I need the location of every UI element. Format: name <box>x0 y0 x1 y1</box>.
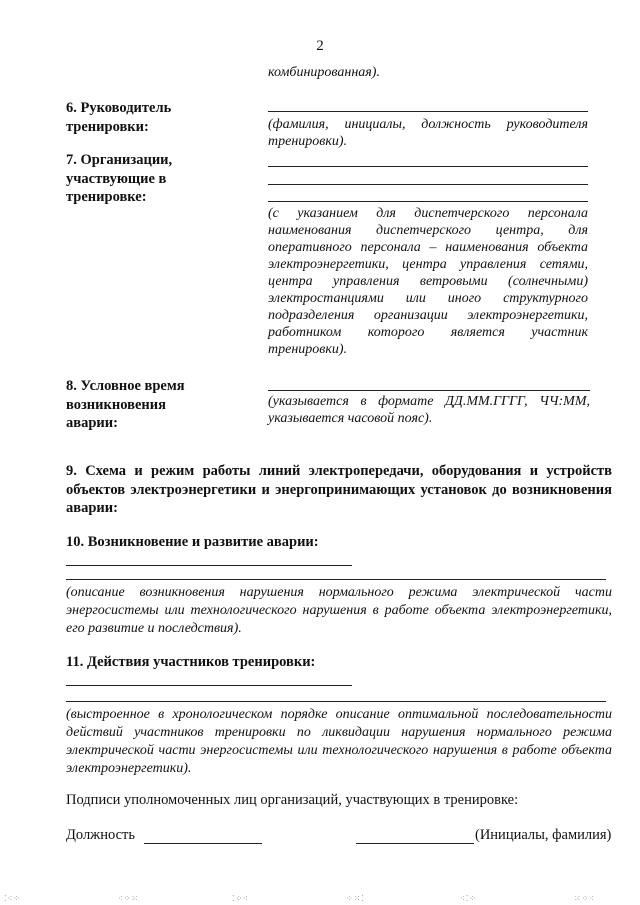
section-10-fill-line-1 <box>66 565 352 566</box>
page-number: 2 <box>316 38 324 54</box>
scan-artifact: ⁙⁘⁖ <box>574 894 596 903</box>
section-7-fill-line-2 <box>268 184 588 185</box>
section-8-hint: (указывается в формате ДД.ММ.ГГГГ, ЧЧ:ММ, указывается часовой пояс). <box>268 394 590 426</box>
scan-artifact: ⁚⁖⁘ <box>4 894 21 903</box>
section-11-heading: 11. Действия участников тренировки: <box>66 654 316 670</box>
position-signature-line <box>144 843 262 844</box>
signatures-intro: Подписи уполномоченных лиц организаций, участвующих в тренировке: <box>66 792 519 808</box>
initials-label: (Инициалы, фамилия) <box>475 827 612 843</box>
section-10-heading: 10. Возникновение и развитие аварии: <box>66 534 319 550</box>
section-11-fill-line-2 <box>66 701 606 702</box>
continuation-text: комбинированная). <box>268 65 380 80</box>
section-7-fill-line-3 <box>268 201 588 202</box>
section-10-hint: (описание возникновения нарушения нормального режима электрической части энергосистемы или технологического нарушения в работе объекта электроэнергетики, его развитие и последствия). <box>66 585 612 636</box>
scan-artifact: ⁘⁙⁚ <box>346 894 365 903</box>
scan-artifact: ⁚⁘⁖ <box>232 894 249 903</box>
section-6-hint: (фамилия, инициалы, должность руководителя тренировки). <box>268 117 588 149</box>
section-7-label: 7. Организации, участвующие в тренировке: <box>66 152 173 205</box>
section-11-hint: (выстроенное в хронологическом порядке описание оптимальной последовательности действий участников тренировки по ликвидации нарушения нормального режима электрической части энергосистемы или технологического нарушения в работе объекта электроэнергетики). <box>66 707 612 776</box>
section-9-heading: 9. Схема и режим работы линий электропередачи, оборудования и устройств объектов электроэнергетики и энергопринимающих установок до возникновения аварии: <box>66 463 612 516</box>
scan-artifact: ⁖⁘⁙ <box>118 894 140 903</box>
initials-signature-line <box>356 843 474 844</box>
section-7-hint: (с указанием для диспетчерского персонала наименования диспетчерского центра, для оперативного персонала – наименования объекта электроэнергетики, центра управления сетями, центра управления ветровыми (солнечными) электростанциями или иного структурного подразделения организации электроэнергетики, работником которого является участник тренировки). <box>268 206 588 357</box>
section-10-fill-line-2 <box>66 579 606 580</box>
section-11-fill-line-1 <box>66 685 352 686</box>
section-6-label: 6. Руководитель тренировки: <box>66 100 172 135</box>
section-6-fill-line <box>268 111 588 112</box>
section-8-fill-line <box>268 390 590 391</box>
position-label: Должность <box>66 827 135 843</box>
scan-artifact: ⁖⁚⁘ <box>460 894 477 903</box>
section-7-fill-line-1 <box>268 166 588 167</box>
section-8-label: 8. Условное время возникновения аварии: <box>66 378 185 431</box>
